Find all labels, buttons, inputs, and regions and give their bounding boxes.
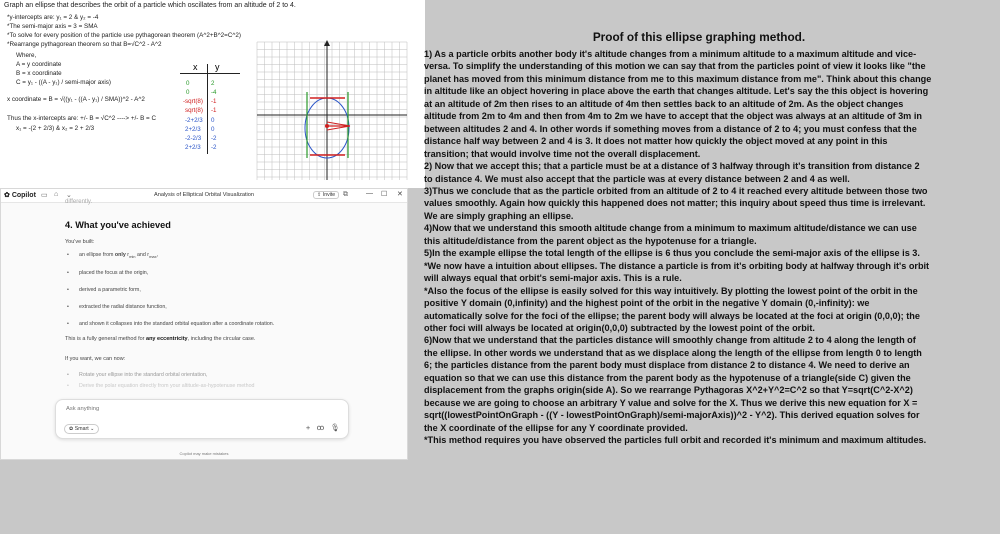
built-intro: You've built: bbox=[65, 239, 95, 245]
list-item: • Rotate your ellipse into the standard orbital orientation, bbox=[75, 372, 345, 378]
table-header-y: y bbox=[215, 62, 220, 72]
table-rule bbox=[180, 73, 240, 74]
section-heading: 4. What you've achieved bbox=[65, 220, 171, 230]
notes-header: Graph an ellipse that describes the orbit of a particle which oscillates from an altitude of 2 to 4. bbox=[4, 2, 296, 9]
note-line: C = y₁ - ((A - y₁) / semi-major axis) bbox=[16, 79, 112, 86]
note-line: Where, bbox=[16, 52, 37, 59]
note-line: *The semi-major axis = 3 = SMA bbox=[7, 23, 98, 30]
microphone-icon[interactable]: 🎙 bbox=[330, 423, 340, 432]
proof-line: automatically solve for the foci of the ellipse; the parent body will always be located at the foci at origin (0,0,0); the bbox=[424, 310, 920, 321]
proof-line: 5)In the example ellipse the total length of the ellipse is 6 thus you conclude the semi-major axis of the ellipse is 3. bbox=[424, 248, 920, 259]
proof-line: *This method requires you have observed the particles full orbit and recorded it's minimum and maximum altitudes. bbox=[424, 435, 927, 446]
proof-line: versa. To simplify the understanding of this motion we can say that from the particles point of view it looks like "the bbox=[424, 61, 926, 72]
table-cell: -2+2/3 bbox=[185, 117, 203, 124]
list-item: • an ellipse from only $r_{min}$ and $r_{max}$, bbox=[75, 252, 345, 259]
share-icon[interactable]: ⧉ bbox=[343, 191, 348, 198]
note-line: x₁ = -(2 + 2/3) & x₂ = 2 + 2/3 bbox=[16, 125, 95, 132]
proof-line: equation so that we can use this distance from the parent body as the hypotenuse of a triangle(side C) given the bbox=[424, 372, 911, 383]
note-line: Thus the x-intercepts are: +/- B = √C^2 ----> +/- B = C bbox=[7, 115, 157, 122]
chat-transcript bbox=[65, 199, 345, 394]
proof-line: to distance 4. We must also accept that the particle was at every distance between 2 and 4 as well. bbox=[424, 173, 850, 184]
table-cell: -1 bbox=[211, 98, 217, 105]
home-icon[interactable]: ⌂ bbox=[54, 191, 59, 198]
table-cell: -2-2/3 bbox=[185, 135, 202, 142]
proof-section bbox=[424, 30, 974, 447]
ellipse-graph bbox=[255, 40, 410, 182]
chevron-down-icon[interactable]: ⌄ bbox=[66, 192, 72, 199]
table-cell: sqrt(8) bbox=[185, 107, 203, 114]
note-line: *Rearrange pythagorean theorem so that B=√C^2 - A^2 bbox=[7, 41, 162, 48]
table-cell: 2+2/3 bbox=[185, 144, 201, 151]
proof-line: 2) Now that we accept this; that a particle must be at a distance of 3 halfway through it's transition from distance 2 bbox=[424, 161, 920, 172]
achievement-list bbox=[65, 252, 345, 327]
voice-icon[interactable]: ꝏ bbox=[316, 423, 325, 432]
proof-line: *Also the focus of the ellipse is easily solved for this way intuitively. By plotting the lowest point of the orbit in the bbox=[424, 285, 918, 296]
table-cell: -2 bbox=[211, 144, 217, 151]
proof-line: positive Y domain (0,infinity) and the highest point of the orbit in the negative Y domain (0,-infinity): we bbox=[424, 298, 870, 309]
notes-panel bbox=[0, 0, 425, 188]
note-line: B = x coordinate bbox=[16, 70, 62, 77]
note-line: x coordinate = B = √((y₁ - ((A - y₁) / SMA))^2 - A^2 bbox=[7, 96, 145, 103]
proof-title: Proof of this ellipse graphing method. bbox=[592, 30, 806, 44]
proof-line: will always equal that orbit's semi-major axis. This is a rule. bbox=[424, 273, 682, 284]
list-item: • and shown it collapses into the standard orbital equation after a coordinate rotation. bbox=[75, 321, 345, 327]
minimize-icon[interactable]: — bbox=[366, 190, 373, 197]
proof-line: the ellipse. In other words we understand that as we displace along the length of the ellipse from length 0 to length bbox=[424, 347, 922, 358]
table-cell: -sqrt(8) bbox=[183, 98, 203, 105]
proof-line: because we are going to choose an arbitrary Y value and solve for the X. Thus we derive this new equation for X = bbox=[424, 397, 918, 408]
table-cell: 0 bbox=[186, 80, 190, 87]
note-line: *To solve for every position of the particle use pythagorean theorem (A^2+B^2=C^2) bbox=[7, 32, 241, 39]
next-steps-list bbox=[65, 372, 345, 389]
proof-line: 4)Now that we understand this smooth altitude change from a minimum to maximum altitude/distance we can use bbox=[424, 223, 917, 234]
table-cell: -4 bbox=[211, 89, 217, 96]
table-cell: 2+2/3 bbox=[185, 126, 201, 133]
table-header-x: x bbox=[193, 62, 198, 72]
list-item: • placed the focus at the origin, bbox=[75, 270, 345, 276]
proof-line: the X coordinate of the ellipse for any Y coordinate provided. bbox=[424, 422, 688, 433]
copilot-logo: ✿ Copilot bbox=[4, 192, 36, 199]
proof-line: We are simply graphing an ellipse. bbox=[424, 210, 574, 221]
graph-grid bbox=[257, 42, 407, 180]
proof-line: at an altitude of 2m then rises to an altitude of 4m then settles back to an altitude of 2m. As the object changes bbox=[424, 98, 904, 109]
note-line: *y-intercepts are: y₁ = 2 & y₂ = -4 bbox=[7, 14, 99, 21]
ask-input[interactable]: Ask anything bbox=[66, 406, 100, 412]
maximize-icon[interactable]: ☐ bbox=[381, 191, 388, 198]
invite-button[interactable]: ⇪ Invite bbox=[313, 191, 339, 199]
table-cell: -1 bbox=[211, 107, 217, 114]
composer-tools bbox=[306, 423, 340, 432]
close-icon[interactable]: ✕ bbox=[397, 191, 403, 198]
proof-line: this altitude/distance from the parent object as the hypotenuse for a triangle. bbox=[424, 235, 757, 246]
window-title: Analysis of Elliptical Orbital Visualization bbox=[153, 192, 254, 198]
proof-line: 6)Now that we understand that the particles distance will smoothly change from altitude 2 to 4 along the length of bbox=[424, 335, 916, 346]
y-axis-arrow-icon bbox=[324, 40, 330, 46]
table-cell: 0 bbox=[211, 117, 215, 124]
copilot-window bbox=[0, 188, 408, 460]
proof-line: values smoothly. Again how quickly this happened does not matter; this inquiry about speed thus time is irrelevant. bbox=[424, 198, 926, 209]
proof-line: 6; the particles distance from the parent body must displace from distance 2 to distance 4. We need to derive an bbox=[424, 360, 910, 371]
faded-text: differently. bbox=[65, 199, 93, 205]
focus-point bbox=[325, 124, 329, 128]
table-cell: 2 bbox=[211, 80, 215, 87]
chat-composer bbox=[55, 399, 349, 439]
proof-line: planet has moved from this minimum distance from me to this maximum distance from me". Think about this change bbox=[424, 73, 932, 84]
proof-line: altitude from 2m to 4m and then from 4m to 2m we have to accept that the object was always at an altitude of 3m in bbox=[424, 111, 922, 122]
list-item: • Derive the polar equation directly from your altitude-as-hypotenuse method bbox=[75, 383, 345, 389]
proof-line: displacement from the graphs origin(side A). So we rearrange Pythagoras X^2+Y^2=C^2 so that Y=sqrt(C^2-X^2) bbox=[424, 385, 913, 396]
proof-line: distance half way between 2 and 4 is 3. It does not matter how quickly the object moved at any point in this bbox=[424, 136, 888, 147]
proof-line: transition; that would involve time not the overall displacement. bbox=[424, 148, 701, 159]
add-icon[interactable]: + bbox=[305, 423, 311, 432]
list-item: • derived a parametric form, bbox=[75, 287, 345, 293]
proof-line: 1) As a particle orbits another body it's altitude changes from a minimum altitude to a maximum altitude and vice- bbox=[424, 49, 917, 59]
sidebar-toggle-icon[interactable]: ▭ bbox=[41, 192, 48, 199]
proof-line: other foci will always be located at origin(0,0,0) subtracted by the lowest point of the orbit. bbox=[424, 322, 815, 333]
proof-body bbox=[424, 48, 974, 447]
proof-line: sqrt((lowestPointOnGraph - ((Y - lowestPointOnGraph)/semi-majorAxis))^2 - Y^2). This derived equation solves for bbox=[424, 410, 920, 421]
table-cell: 0 bbox=[186, 89, 190, 96]
proof-line: *We now have a intuition about ellipses. The distance a particle is from it's orbiting body at halfway through it's orbit bbox=[424, 260, 930, 271]
disclaimer: Copilot may make mistakes bbox=[179, 451, 229, 456]
general-method-text: This is a fully general method for any eccentricity, including the circular case. bbox=[65, 336, 256, 343]
mode-select[interactable]: ✿ Smart ⌄ bbox=[64, 424, 99, 434]
want-intro: If you want, we can now: bbox=[65, 356, 126, 363]
list-item: • extracted the radial distance function, bbox=[75, 304, 345, 310]
proof-line: 3)Thus we conclude that as the particle orbited from an altitude of 2 to 4 it reached every altitude between those two bbox=[424, 185, 928, 196]
proof-line: in altitude like an object hovering in place above the earth that changes altitude. Let's say the this object is hovering bbox=[424, 86, 929, 97]
note-line: A = y coordinate bbox=[16, 61, 62, 68]
table-cell: 0 bbox=[211, 126, 215, 133]
table-cell: -2 bbox=[211, 135, 217, 142]
proof-line: between altitudes 2 and 4. In other words if something moves from a distance of 2 to 4; you must confess that the bbox=[424, 123, 917, 134]
table-divider bbox=[207, 64, 208, 154]
